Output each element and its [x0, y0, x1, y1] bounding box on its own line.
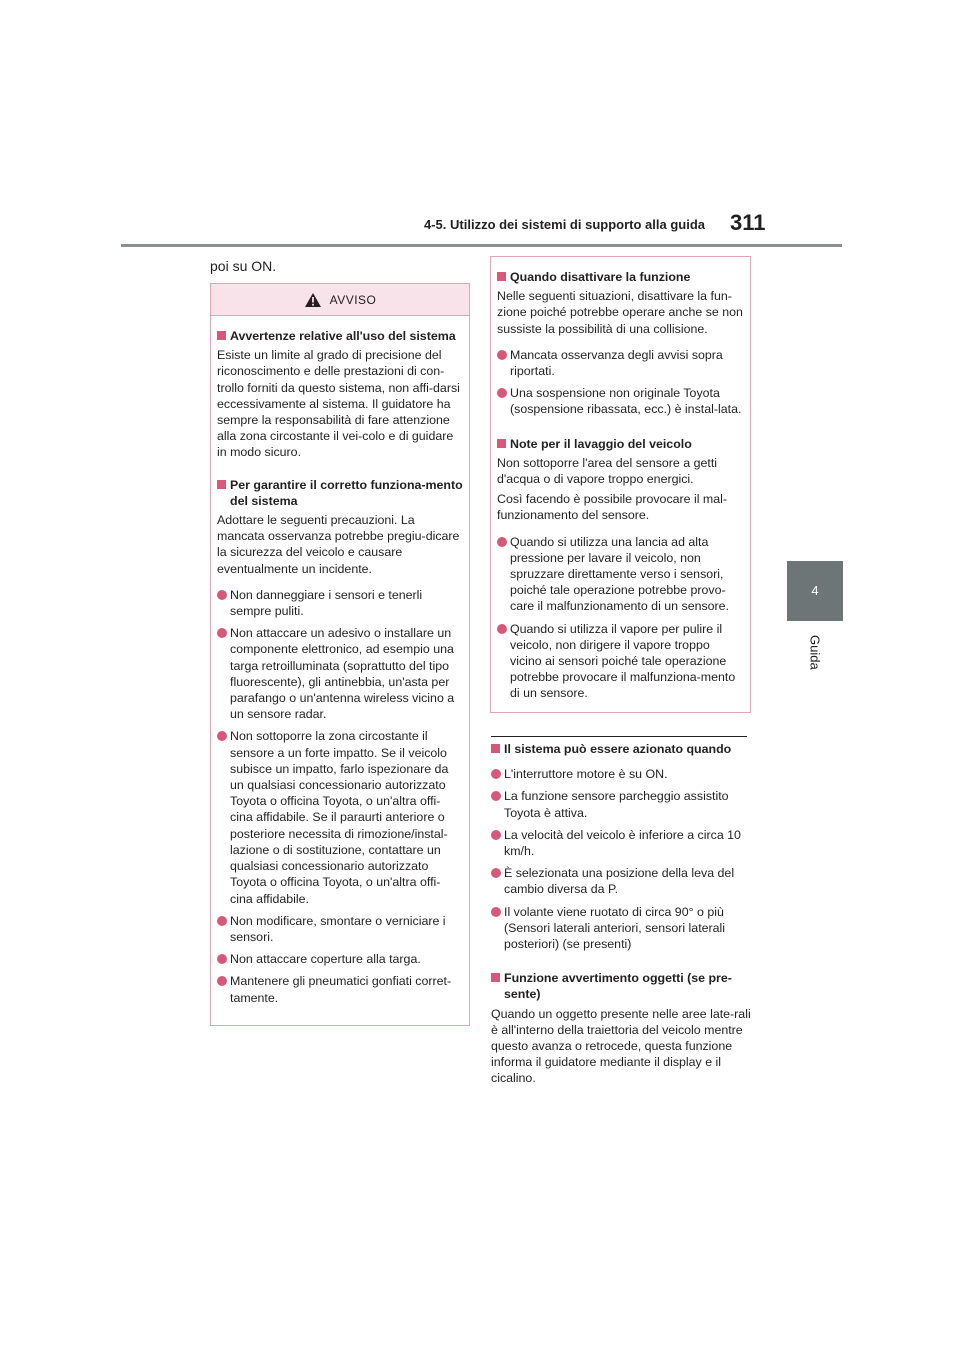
chapter-label-text: Guida: [807, 634, 823, 670]
list-item-text: Non modificare, smontare o verniciare i sensori.: [230, 913, 446, 944]
list-item-text: La funzione sensore parcheggio assistito Toyota è attiva.: [504, 789, 729, 820]
warning-box-body: [211, 316, 469, 1018]
list-item: [217, 625, 463, 722]
list-item: [497, 347, 744, 379]
list-item-text: L'interruttore motore è su ON.: [504, 767, 668, 782]
paragraph: Non sottoporre l'area del sensore a getti d'acqua o di vapore troppo energici.: [497, 455, 718, 487]
list-item-text: Non danneggiare i sensori e tenerli sempre puliti.: [230, 587, 423, 619]
list-item: [217, 951, 463, 967]
paragraph: Esiste un limite al grado di precisione del riconoscimento e delle prestazioni di con-trollo forniti da questo sistema, non affi-darsi eccessivamente al sistema. Il guidatore ha sempre la responsabilità di fare attenzione alla zona circostante il vei-colo e di guidare in modo sicuro.: [217, 348, 460, 460]
list-item: [217, 913, 463, 945]
section-heading-text: Avvertenze relative all'uso del sistema: [230, 329, 456, 343]
intro-text: poi su ON.: [210, 258, 277, 274]
right-column-body: [491, 741, 751, 1097]
round-bullet-icon: [497, 624, 507, 634]
square-bullet-icon: [491, 744, 500, 753]
square-bullet-icon: [217, 480, 226, 489]
section-heading-text: Il sistema può essere azionato quando: [504, 742, 732, 756]
list-item: [491, 788, 751, 820]
notice-box: [490, 256, 751, 713]
square-bullet-icon: [491, 973, 500, 982]
round-bullet-icon: [491, 769, 501, 779]
list-item: [497, 621, 744, 702]
list-item: [217, 973, 463, 1005]
list-item-text: Quando si utilizza una lancia ad alta pressione per lavare il veicolo, non spruzzare direttamente verso i sensori, poiché tale operazione potrebbe provo-care il malfunzionamento di un sensore.: [510, 534, 730, 614]
section-heading: [217, 328, 463, 344]
section-divider: [491, 736, 747, 737]
chapter-tab: 4: [787, 561, 843, 621]
list-item-text: Una sospensione non originale Toyota (sospensione ribassata, ecc.) è instal-lata.: [510, 386, 742, 417]
section-heading-text: Quando disattivare la funzione: [510, 270, 691, 284]
list-item-text: Il volante viene ruotato di circa 90° o più (Sensori laterali anteriori, sensori laterali posteriori) (se presenti): [504, 904, 726, 952]
round-bullet-icon: [217, 731, 227, 741]
section-heading: [497, 269, 744, 285]
paragraph: Nelle seguenti situazioni, disattivare la fun-zione poiché potrebbe operare anche se non sussiste la possibilità di una collisione.: [497, 289, 743, 336]
list-item: [491, 766, 751, 782]
square-bullet-icon: [497, 272, 506, 281]
paragraph: Così facendo è possibile provocare il mal-funzionamento del sensore.: [497, 492, 728, 523]
paragraph: Adottare le seguenti precauzioni. La mancata osservanza potrebbe pregiu-dicare la sicurezza del veicolo e causare eventualmente un incidente.: [217, 513, 460, 576]
round-bullet-icon: [217, 976, 227, 986]
section-heading-text: Note per il lavaggio del veicolo: [510, 436, 692, 451]
square-bullet-icon: [217, 331, 226, 340]
warning-box-header: [211, 284, 469, 316]
warning-box: [210, 283, 470, 1026]
round-bullet-icon: [497, 537, 507, 547]
list-item-text: La velocità del veicolo è inferiore a circa 10 km/h.: [504, 827, 741, 859]
list-item: [217, 728, 463, 906]
chapter-label: [783, 632, 847, 672]
header-rule: [121, 244, 842, 247]
section-heading-text: Funzione avvertimento oggetti (se pre-sente): [504, 971, 732, 1002]
list-item-text: È selezionata una posizione della leva del cambio diversa da P.: [504, 866, 735, 897]
warning-box-title: AVVISO: [329, 292, 377, 307]
notice-box-body: [491, 257, 750, 714]
warning-triangle-icon: [304, 292, 322, 308]
section-heading-text: Per garantire il corretto funziona-mento del sistema: [230, 477, 463, 508]
list-item: [497, 534, 744, 615]
round-bullet-icon: [497, 350, 507, 360]
section-heading: [491, 970, 751, 1002]
section-heading: [491, 741, 751, 757]
round-bullet-icon: [491, 907, 501, 917]
header-section-title: 4-5. Utilizzo dei sistemi di supporto alla guida: [424, 217, 705, 232]
right-column-text: [491, 736, 751, 1097]
list-item: [217, 587, 463, 619]
list-item: [491, 904, 751, 953]
list-item-text: Mantenere gli pneumatici gonfiati corret-tamente.: [230, 974, 452, 1005]
round-bullet-icon: [491, 868, 501, 878]
list-item: [497, 385, 744, 417]
round-bullet-icon: [217, 916, 227, 926]
paragraph: Quando un oggetto presente nelle aree late-rali è all'interno della traiettoria del veicolo mentre questo avanza o retrocede, questa funzione informa il guidatore mediante il display e il cicalino.: [491, 1006, 751, 1086]
list-item: [491, 865, 751, 897]
list-item-text: Mancata osservanza degli avvisi sopra riportati.: [510, 347, 723, 379]
list-item-text: Quando si utilizza il vapore per pulire il veicolo, non dirigere il vapore troppo vicino ai sensori poiché tale operazione potrebbe provocare il malfunziona-mento di un sensore.: [510, 621, 736, 701]
list-item-text: Non sottoporre la zona circostante il sensore a un forte impatto. Se il veicolo subisce un impatto, farlo ispezionare da un qualsiasi concessionario autorizzato Toyota o officina Toyota, o un'altra offi-cina affidabile. Se il paraurti anteriore o posteriore necessita di rimozione/instal-lazione o di sostituzione, contattare un qualsiasi concessionario autorizzato Toyota o officina Toyota, o un'altra offi-cina affidabile.: [230, 729, 449, 906]
round-bullet-icon: [491, 791, 501, 801]
list-item: [491, 827, 751, 859]
round-bullet-icon: [217, 590, 227, 600]
list-item-text: Non attaccare coperture alla targa.: [230, 952, 421, 967]
round-bullet-icon: [491, 830, 501, 840]
page-number: 311: [730, 210, 766, 235]
round-bullet-icon: [217, 628, 227, 638]
square-bullet-icon: [497, 439, 506, 448]
round-bullet-icon: [217, 954, 227, 964]
round-bullet-icon: [497, 388, 507, 398]
list-item-text: Non attaccare un adesivo o installare un componente elettronico, ad esempio una targa retroilluminata (soprattutto del tipo fluorescente), gli antinebbia, un'asta per parafango o un'antenna wireless vicino a un sensore radar.: [230, 626, 455, 722]
section-heading: [497, 436, 744, 452]
section-heading: [217, 477, 463, 509]
